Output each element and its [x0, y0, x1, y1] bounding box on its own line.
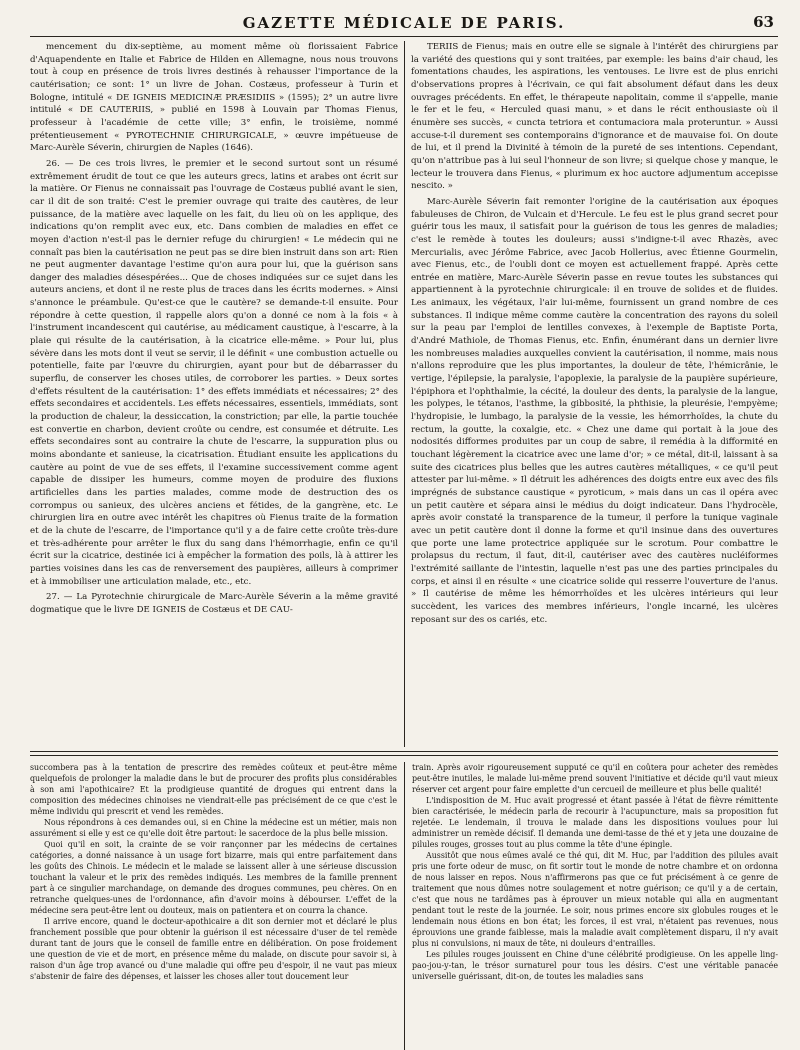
paragraph: train. Après avoir rigoureusement supputé ce qu'il en coûtera pour acheter des remèdes peut-être inutiles, le malade lui-même prend souvent l'initiative et décide qu'il vaut mieux réserver cet argent pour faire emplette d'un cercueil de meilleure et plus belle qualité! — [412, 763, 778, 794]
paragraph-26: 26. — De ces trois livres, le premier et le second surtout sont un résumé extrêmement érudit de tout ce que les auteurs grecs, latins et arabes ont écrit sur la matière. Or Fienus ne connaissait pas l'ouvrage de Costæus publié avant le sien, car il dit de son traité: C'est le premier ouvrage qui traite des cautères, de leur puissance, de la matière avec laquelle on les fait, du lieu où on les applique, des indications qu'on remplit avec eux, etc. Dans combien de maladies en effet ce moyen d'action n'est-il pas le dernier refuge du chirurgien! « Le médecin qui ne connaît pas bien la cautérisation ne peut pas se dire bien instruit dans son art: Rien ne peut augmenter davantage l'estime qu'on aura pour lui, que la guérison sans danger des maladies désespérées... Que de choses indiquées sur ce sujet dans les auteurs anciens, et dont il ne reste plus de traces dans les écrits modernes. » Ainsi s'annonce le préambule. Qu'est-ce que le cautère? se demande-t-il ensuite. Pour répondre à cette question, il rappelle alors qu'on a donné ce nom à la fois « à l'instrument incandescent qui cautérise, au médicament caustique, à l'escarre, à la plaie qui résulte de la cautérisation, à la cicatrice elle-même. » Pour lui, plus sévère dans les mots dont il veut se servir, il le définit « une combustion actuelle ou potentielle, faite par l'œuvre du chirurgien, ayant pour but de débarrasser du superflu, de conserver les choses utiles, de corroborer les parties. » Deux sortes d'effets résultent de la cautérisation: 1° des effets immédiats et nécessaires; 2° des effets secondaires et accidentels. Les effets nécessaires, essentiels, immédiats, sont la production de chaleur, la dessiccation, la constriction; par elle, la partie touchée est convertie en charbon, devient croûte ou cendre, est consumée et détruite. Les effets secondaires sont au contraire la chute de l'escarre, la suppuration plus ou moins abondante et sanieuse, la cicatrisation. Étudiant ensuite les applications du cautère au point de vue de ses effets, il l'examine successivement comme agent capable de dissiper les humeurs, comme moyen de produire des fluxions artificielles dans les parties malades, comme mode de destruction des os corrompus ou sanieux, des ulcères anciens et fétides, de la gangrène, etc. Le chirurgien lira en outre avec intérêt les chapitres où Fienus traite de la formation et de la chute de l'escarre, de l'importance qu'il y a de faire cette croûte très-dure et très-adhérente pour arrêter le flux du sang dans l'hémorrhagie, enfin ce qu'il écrit sur la cicatrice, destinée ici à empêcher la formation des poils, là à attirer les parties voisines dans les cas de renversement des paupières, ailleurs à comprimer et à immobiliser une articulation malade, etc., etc. — [30, 158, 398, 587]
running-head — [30, 10, 778, 37]
paragraph: TERIIS de Fienus; mais en outre elle se signale à l'intérêt des chirurgiens par la variété des questions qui y sont traitées, par exemple: les bains d'air chaud, les fomentations chaudes, les aspirations, les ventouses. Le livre est de plus enrichi d'observations propres à l'écrivain, ce qui fait absolument défaut dans les deux ouvrages précédents. En effet, le thérapeute napolitain, comme il s'appelle, manie le fer et le feu, « Herculed quasi manu, » et dans le récit enthousiaste où il énumère ses succès, « cuncta tetriora et contumaciora mala proteruntur. » Aussi accuse-t-il durement ses contemporains d'ignorance et de mauvaise foi. On doute de lui, et il prend la Divinité à témoin de la pureté de ses intentions. Cependant, qu'on n'attribue pas à lui seul l'honneur de son livre; si quelque chose y manque, le lecteur le trouvera dans Fienus, « plurimum ex hoc auctore adjumentum accepisse nescito. » — [411, 42, 778, 192]
section-divider — [30, 751, 778, 756]
paragraph: Quoi qu'il en soit, la crainte de se voir rançonner par les médecins de certaines catégories, a donné naissance à un usage fort bizarre, mais qui entre parfaitement dans les goûts des Chinois. Le médecin et le malade se laissent aller à une sérieuse discussion touchant la valeur et le prix des remèdes indiqués. Les membres de la famille prennent part à ce singulier marchandage, on demande des drogues communes, peu chères. On en retranche quelques-unes de l'ordonnance, afin d'avoir moins à débourser. L'effet de la médecine sera peut-être lent ou douteux, mais on patientera et on courra la chance. — [30, 840, 397, 915]
paragraph: Il arrive encore, quand le docteur-apothicaire a dit son dernier mot et déclaré le plus franchement possible que pour obtenir la guérison il est nécessaire d'user de tel remède durant tant de jours que le conseil de famille entre en délibération. On pose froidement une question de vie et de mort, en présence même du malade, on discute pour savoir si, à raison d'un âge trop avancé ou d'une maladie qui offre peu d'espoir, il ne vaut pas mieux s'abstenir de faire des dépenses, et laisser les choses aller tout doucement leur — [30, 917, 397, 981]
article-column-right — [404, 41, 778, 747]
paragraph: Les pilules rouges jouissent en Chine d'une célébrité prodigieuse. On les appelle ling-pao-jou-y-tan, le trésor surnaturel pour tous les désirs. C'est une véritable panacée universelle guérissant, dit-on, de toutes les maladies sans — [412, 950, 778, 981]
feuilleton-column-right — [404, 762, 778, 1050]
page-number: 63 — [753, 13, 774, 31]
paragraph: succombera pas à la tentation de prescrire des remèdes coûteux et peut-être même quelquefois de prolonger la maladie dans le but de procurer des profits plus considérables à son ami l'apothicaire? Et la prodigieuse quantité de drogues qui entrent dans la composition des médecines chinoises ne viendrait-elle pas précisément de ce que c'est le même individu qui prescrit et vend les remèdes. — [30, 763, 397, 816]
paragraph: Marc-Aurèle Séverin fait remonter l'origine de la cautérisation aux époques fabuleuses de Chiron, de Vulcain et d'Hercule. Le feu est le plus grand secret pour guérir tous les maux, il satisfait pour la guérison de tous les genres de maladies; c'est le remède à toutes les douleurs; aussi s'indigne-t-il avec Rhazès, avec Mercurialis, avec Jérôme Fabrice, avec Jacob Hollerius, avec Étienne Gourmelin, avec Fienus, etc., de l'oubli dont ce moyen est actuellement frappé. Après cette entrée en matière, Marc-Aurèle Séverin passe en revue toutes les substances qui appartiennent à la pyrotechnie chirurgicale: il en trouve de solides et de fluides. Les animaux, les végétaux, l'air lui-même, fournissent un grand nombre de ces substances. Il indique même comme cautère la concentration des rayons du soleil sur la peau par l'emploi de lentilles convexes, à l'exemple de Baptiste Porta, d'André Mathiole, de Thomas Fienus, etc. Enfin, énumérant dans un dernier livre les nombreuses maladies auxquelles convient la cautérisation, il nomme, mais nous n'allons reproduire que les plus importantes, la douleur de tête, l'hémicrânie, le vertige, l'épilepsie, la paralysie, l'apoplexie, la paralysie de la paupière supérieure, l'épiphora et l'ophthalmie, la cécité, la douleur des dents, la paralysie de la langue, les polypes, le tétanos, l'asthme, la gibbosité, la phthisie, la pleurésie, l'empyème; l'hydropisie, le lumbago, la paralysie de la vessie, les hémorrhoïdes, la chute du rectum, la goutte, la coxalgie, etc. « Chez une dame qui portait à la joue des nodosités difformes produites par un coup de sabre, il remédia à la difformité en touchant légèrement la cicatrice avec une lame d'or; » ce métal, dit-il, laissant à sa suite des cicatrices plus belles que les autres cautères métalliques, « ce qu'il peut attester par lui-même. » Il détruit les adhérences des doigts entre eux avec des fils imprégnés de substance caustique « pyroticum, » mais dans un cas il opéra avec un petit cautère et sépara ainsi le médius du doigt indicateur. Dans l'hydrocèle, après avoir constaté la transparence de la tumeur, il perfore la tunique vaginale avec un petit cautère dont il donne la forme et qu'il insinue dans des ouvertures que porte une lame protectrice appliquée sur le scrotum. Pour combattre le prolapsus du rectum, il faut, dit-il, cautériser avec des cautères nucléiformes l'extrémité saillante de l'intestin, laquelle n'est pas une des parties principales du corps, et ainsi il en résulte « une cicatrice solide qui resserre l'ouverture de l'anus. » Il cautérise de même les hémorrhoïdes et les ulcères intérieurs qui leur succèdent, les varices des membres inférieurs, l'ongle incarné, les ulcères reposant sur des os cariés, etc. — [411, 196, 778, 625]
paragraph: L'indisposition de M. Huc avait progressé et étant passée à l'état de fièvre rémittente bien caractérisée, le médecin parla de recourir à l'acupuncture, mais sa proposition fut rejetée. Le lendemain, il trouva le malade dans les dispositions voulues pour lui administrer un remède décisif. Il demanda une demi-tasse de thé et y jeta une douzaine de pilules rouges, grosses tout au plus comme la tête d'une épingle. — [412, 796, 778, 849]
feuilleton-section — [30, 762, 778, 1050]
paragraph: mencement du dix-septième, au moment même où florissaient Fabrice d'Aquapendente en Italie et Fabrice de Hilden en Allemagne, nous nous trouvons tout à coup en présence de trois livres destinés à rehausser l'importance de la cautérisation; ce sont: 1° un livre de Johan. Costæus, professeur à Turin et Bologne, intitulé « DE IGNEIS MEDICINÆ PRÆSIDIIS » (1595); 2° un autre livre intitulé « DE CAUTERIIS, » publié en 1598 à Louvain par Thomas Fienus, professeur à l'académie de cette ville; 3° enfin, le troisième, nommé prétentieusement « PYROTECHNIE CHIRURGICALE, » œuvre impétueuse de Marc-Aurèle Séverin, chirurgien de Naples (1646). — [30, 42, 398, 154]
article-column-left — [30, 41, 404, 747]
paragraph: Nous répondrons à ces demandes oui, si en Chine la médecine est un métier, mais non assurément si elle y est ce qu'elle doit être partout: le sacerdoce de la plus belle mission. — [30, 818, 397, 838]
paragraph: Aussitôt que nous eûmes avalé ce thé qui, dit M. Huc, par l'addition des pilules avait pris une forte odeur de musc, on fit sortir tout le monde de notre chambre et on ordonna de nous laisser en repos. Nous n'affirmerons pas que ce fut précisément à ce genre de traitement que nous dûmes notre soulagement et notre guérison; ce qu'il y a de certain, c'est que nous ne tardâmes pas à éprouver un mieux notable qui alla en augmentant pendant tout le reste de la journée. Le soir, nous primes encore six globules rouges et le lendemain nous étions en bon état; les forces, il est vrai, n'étaient pas revenues, nous éprouvions une grande faiblesse, mais la maladie avait complètement disparu, il n'y avait plus ni convulsions, ni maux de tête, ni douleurs d'entrailles. — [412, 851, 778, 948]
journal-title: GAZETTE MÉDICALE DE PARIS. — [242, 14, 566, 32]
article-section — [30, 41, 778, 747]
feuilleton-column-left — [30, 762, 404, 1050]
paragraph-27: 27. — La Pyrotechnie chirurgicale de Marc-Aurèle Séverin a la même gravité dogmatique que le livre DE IGNEIS de Costæus et DE CAU- — [30, 592, 398, 615]
